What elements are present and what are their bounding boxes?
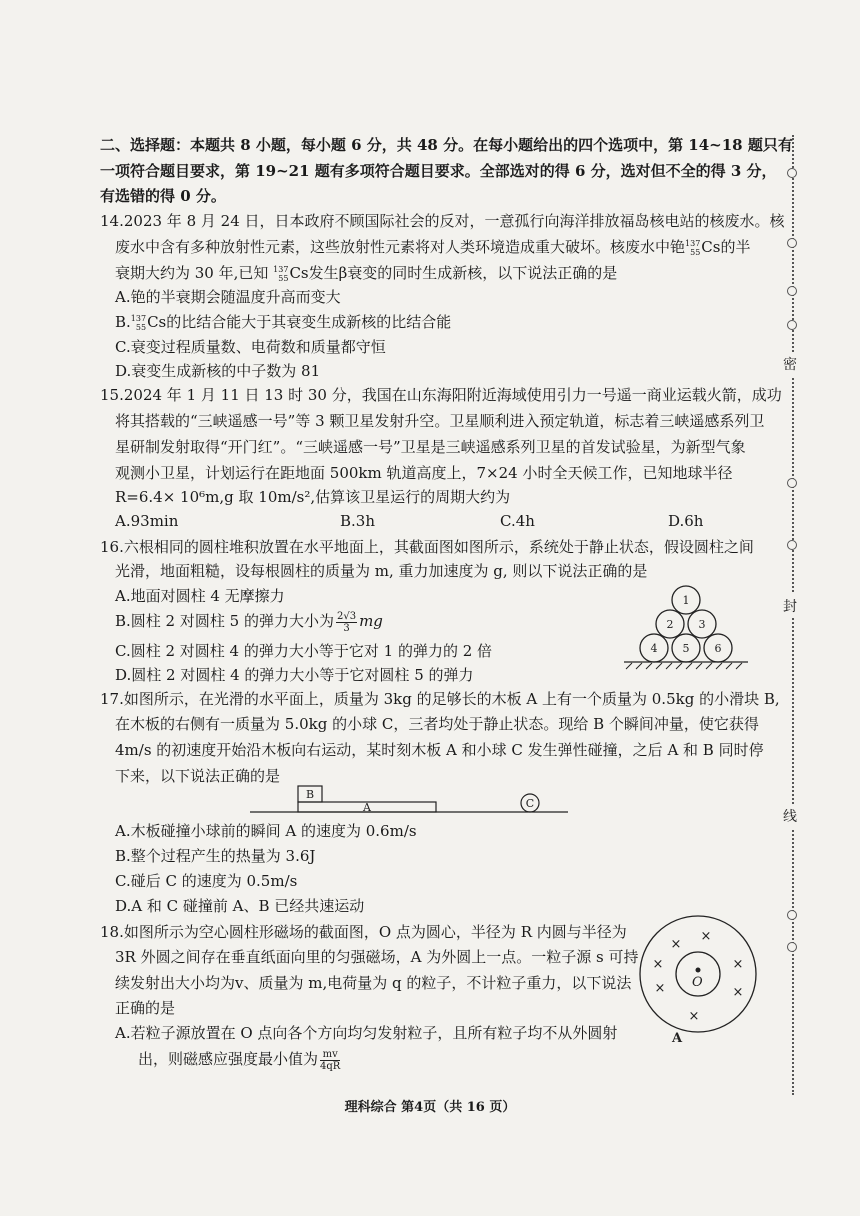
cylinder-label-3: 3	[698, 618, 706, 631]
q17-stem-line4: 下来，以下说法正确的是	[115, 767, 281, 785]
q15-stem-line4: 观测小卫星，计划运行在距地面 500km 轨道高度上，7×24 小时全天候工作，已知地球半径	[115, 464, 733, 482]
q15-stem-line1: 15.2024 年 1 月 11 日 13 时 30 分，我国在山东海阳附近海域使用引力一号遥一商业运载火箭，成功	[100, 386, 782, 404]
binding-ring-marker	[787, 238, 797, 248]
q15-option-a: A.93min	[115, 512, 179, 530]
q16-option-c: C.圆柱 2 对圆柱 4 的弹力大小等于它对 1 的弹力的 2 倍	[115, 642, 493, 660]
binding-label-feng: 封	[783, 594, 797, 618]
q16-option-d: D.圆柱 2 对圆柱 4 的弹力大小等于它对圆柱 5 的弹力	[115, 666, 474, 684]
isotope-label: 137 55	[130, 314, 147, 332]
q15-option-d: D.6h	[668, 512, 704, 530]
q16-option-a: A.地面对圆柱 4 无摩擦力	[115, 587, 285, 605]
binding-ring-marker	[787, 478, 797, 488]
q15-option-c: C.4h	[500, 512, 535, 530]
section-instructions-line1: 二、选择题：本题共 8 小题，每小题 6 分，共 48 分。在每小题给出的四个选项中，第 14~18 题只有	[100, 136, 793, 154]
field-cross: ×	[700, 929, 712, 944]
section-instructions-line3: 有选错的得 0 分。	[100, 187, 226, 205]
cylinder-label-5: 5	[682, 642, 690, 655]
q18-stem-line3: 续发射出大小均为v、质量为 m,电荷量为 q 的粒子，不计粒子重力，以下说法	[115, 974, 632, 992]
cylinder-label-2: 2	[666, 618, 674, 631]
q17-stem-line3: 4m/s 的初速度开始沿木板向右运动，某时刻木板 A 和小球 C 发生弹性碰撞，之后 A 和 B 同时停	[115, 741, 764, 759]
hollow-cylinder-field-figure	[636, 912, 766, 1047]
q18-stem-line1: 18.如图所示为空心圆柱形磁场的截面图，O 点为圆心，半径为 R 内圆与半径为	[100, 923, 627, 941]
block-b-label: B	[305, 788, 315, 801]
q18-option-a-line2: 出，则磁感应强度最小值为 $\frac{mv}{4qR}$	[138, 1048, 341, 1072]
q17-stem-line1: 17.如图所示，在光滑的水平面上，质量为 3kg 的足够长的木板 A 上有一个质量为 0.5kg 的小滑块 B,	[100, 690, 780, 708]
cylinder-label-6: 6	[714, 642, 722, 655]
fraction: $\frac{mv}{4qR}$	[320, 1048, 341, 1072]
cylinder-label-4: 4	[650, 642, 658, 655]
q14-option-a: A.铯的半衰期会随温度升高而变大	[115, 288, 341, 306]
q17-option-a: A.木板碰撞小球前的瞬间 A 的速度为 0.6m/s	[115, 822, 417, 840]
page-footer: 理科综合 第4页（共 16 页）	[344, 1100, 516, 1115]
board-ball-figure	[250, 782, 570, 822]
field-cross: ×	[688, 1009, 700, 1024]
isotope-label: 137 55	[273, 265, 289, 283]
q16-stem-line1: 16.六根相同的圆柱堆积放置在水平地面上，其截面图如图所示，系统处于静止状态，假设圆柱之间	[100, 538, 754, 556]
q17-option-c: C.碰后 C 的速度为 0.5m/s	[115, 872, 298, 890]
binding-ring-marker	[787, 910, 797, 920]
q14-stem-line3: 衰期大约为 30 年,已知 137 55 Cs发生β衰变的同时生成新核，以下说法正确的是	[115, 264, 618, 283]
q15-stem-line5: R=6.4× 10⁶m,g 取 10m/s²,估算该卫星运行的周期大约为	[115, 488, 511, 506]
q17-option-d: D.A 和 C 碰撞前 A、B 已经共速运动	[115, 897, 365, 915]
board-a-label: A	[363, 801, 371, 814]
field-cross: ×	[670, 937, 682, 952]
field-cross: ×	[654, 981, 666, 996]
q15-stem-line2: 将其搭载的“三峡遥感一号”等 3 颗卫星发射升空。卫星顺利进入预定轨道，标志着三峡遥感系列卫	[115, 412, 765, 430]
cylinders-figure	[616, 580, 756, 680]
isotope-label: 137 55	[685, 239, 701, 257]
q18-stem-line2: 3R 外圆之间存在垂直纸面向里的匀强磁场，A 为外圆上一点。一粒子源 s 可持	[115, 948, 639, 966]
q18-option-a-line1: A.若粒子源放置在 O 点向各个方向均匀发射粒子，且所有粒子均不从外圆射	[115, 1024, 618, 1042]
fraction: $\frac{2√3}{3}$	[336, 610, 357, 634]
field-cross: ×	[652, 957, 664, 972]
q14-option-b: B. 137 55 Cs的比结合能大于其衰变生成新核的比结合能	[115, 313, 452, 332]
binding-ring-marker	[787, 942, 797, 952]
binding-label-mi: 密	[783, 352, 797, 376]
q17-stem-line2: 在木板的右侧有一质量为 5.0kg 的小球 C，三者均处于静止状态。现给 B 个瞬间冲量，使它获得	[115, 715, 759, 733]
section-instructions-line2: 一项符合题目要求，第 19~21 题有多项符合题目要求。全部选对的得 6 分，选对但不全的得 3 分，	[100, 162, 777, 180]
ball-c-label: C	[525, 797, 535, 810]
center-o-label: O	[692, 975, 703, 990]
q14-stem-line2: 废水中含有多种放射性元素，这些放射性元素将对人类环境造成重大破坏。核废水中铯 137 55 Cs的半	[115, 238, 751, 257]
q15-option-b: B.3h	[340, 512, 375, 530]
cylinder-label-1: 1	[682, 594, 690, 607]
q14-option-c: C.衰变过程质量数、电荷数和质量都守恒	[115, 338, 386, 356]
q14-stem-line1: 14.2023 年 8 月 24 日，日本政府不顾国际社会的反对，一意孤行向海洋排放福岛核电站的核废水。核	[100, 212, 785, 230]
q16-stem-line2: 光滑，地面粗糙，设每根圆柱的质量为 m, 重力加速度为 g, 则以下说法正确的是	[115, 562, 648, 580]
binding-ring-marker	[787, 168, 797, 178]
binding-label-xian: 线	[783, 804, 797, 828]
q15-stem-line3: 星研制发射取得“开门红”。“三峡遥感一号”卫星是三峡遥感系列卫星的首发试验星，为新型气象	[115, 438, 746, 456]
q14-option-d: D.衰变生成新核的中子数为 81	[115, 362, 321, 380]
q16-option-b: B.圆柱 2 对圆柱 5 的弹力大小为 $\frac{2√3}{3}$ mg	[115, 610, 383, 634]
field-cross: ×	[732, 957, 744, 972]
binding-ring-marker	[787, 286, 797, 296]
binding-ring-marker	[787, 320, 797, 330]
binding-ring-marker	[787, 540, 797, 550]
q18-stem-line4: 正确的是	[115, 999, 176, 1017]
field-cross: ×	[732, 985, 744, 1000]
point-a-label: A	[672, 1031, 683, 1046]
q17-option-b: B.整个过程产生的热量为 3.6J	[115, 847, 316, 865]
